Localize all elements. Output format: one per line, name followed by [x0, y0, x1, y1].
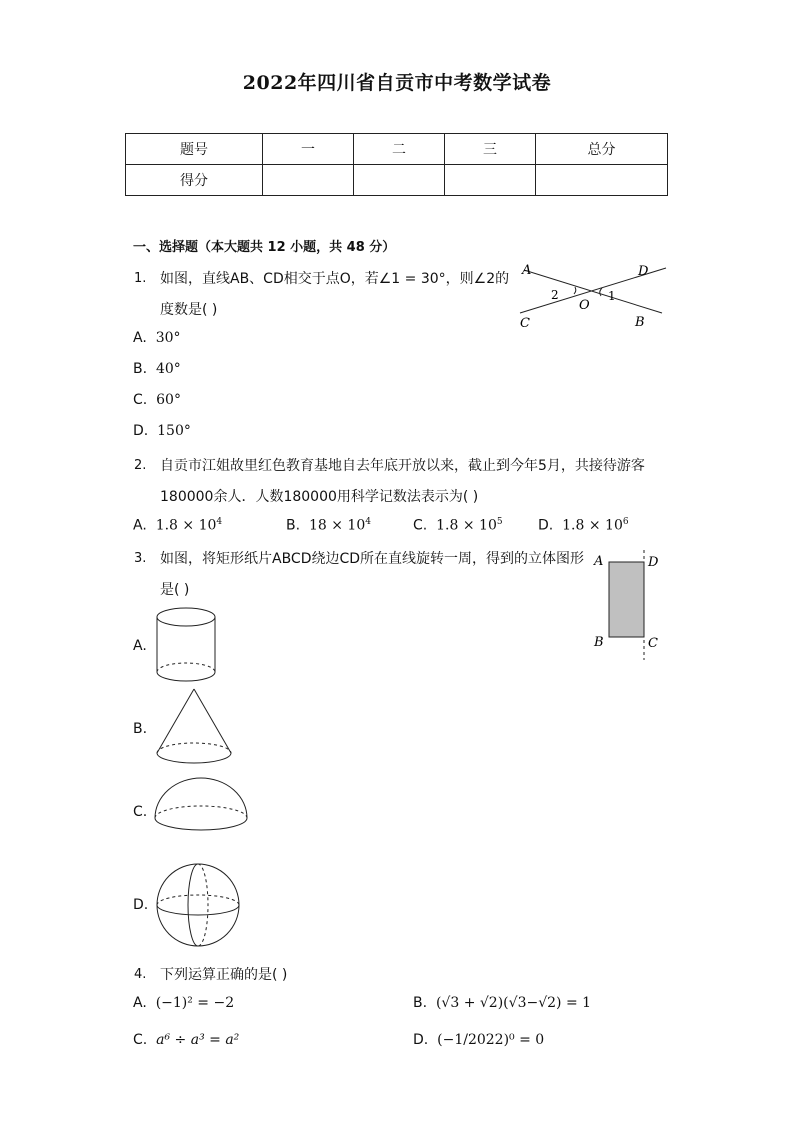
option-a — [133, 995, 234, 1011]
score-cell — [445, 165, 536, 196]
question-text: 自贡市江姐故里红色教育基地自去年底开放以来，截止到今年5月，共接待游客 — [160, 458, 645, 474]
score-cell — [354, 165, 445, 196]
question-number: 1. — [134, 271, 147, 286]
score-table-row — [126, 165, 668, 196]
score-table — [125, 133, 668, 196]
header-cell: 三 — [445, 134, 536, 165]
sphere-icon — [152, 860, 244, 950]
row-label: 得分 — [126, 165, 263, 196]
question-text: 是( ) — [160, 582, 190, 598]
option-text: a⁶ ÷ a³ = a² — [156, 1032, 240, 1048]
option-base: 1.8 × 10 — [155, 517, 217, 534]
option-label: A. — [133, 517, 147, 534]
option-text: 150° — [157, 423, 191, 439]
option-label: C. — [413, 517, 428, 534]
question-text: 度数是( ) — [160, 302, 218, 318]
cone-icon — [152, 686, 237, 768]
option-b — [286, 517, 371, 534]
cylinder-icon — [152, 604, 222, 686]
option-label: C. — [133, 1032, 148, 1048]
rectangle-abcd — [609, 562, 644, 637]
label-o: O — [579, 298, 590, 313]
header-cell: 二 — [354, 134, 445, 165]
intersecting-lines-figure — [512, 258, 672, 334]
label-b: B — [594, 635, 604, 650]
option-text: (−1/2022)⁰ = 0 — [437, 1032, 545, 1048]
option-exponent: 4 — [365, 517, 371, 527]
option-c — [133, 392, 181, 408]
option-text: 60° — [156, 392, 181, 408]
label-d: D — [648, 555, 659, 570]
label-c: C — [648, 636, 658, 651]
option-c — [133, 1032, 239, 1048]
option-base: 1.8 × 10 — [436, 517, 497, 534]
option-exponent: 5 — [496, 517, 503, 527]
option-a — [133, 330, 181, 346]
label-b: B — [635, 315, 645, 330]
angle1-arc — [600, 288, 602, 296]
option-text: 40° — [155, 361, 181, 377]
option-label: D. — [133, 423, 149, 439]
label-d: D — [638, 264, 649, 279]
option-text: 30° — [155, 330, 181, 346]
option-base: 1.8 × 10 — [562, 517, 623, 534]
option-text: (−1)² = −2 — [155, 995, 235, 1011]
option-label: A. — [133, 638, 147, 654]
angle2-arc — [574, 287, 576, 294]
option-base: 18 × 10 — [308, 517, 366, 534]
question-text: 如图，将矩形纸片ABCD绕边CD所在直线旋转一周，得到的立体图形 — [160, 551, 585, 567]
hemisphere-icon — [152, 775, 252, 845]
option-text: (√3 + √2)(√3−√2) = 1 — [435, 995, 592, 1011]
option-label: A. — [133, 330, 147, 346]
option-label: B. — [286, 517, 301, 534]
question-text: 180000余人．人数180000用科学记数法表示为( ) — [160, 489, 479, 505]
score-cell — [536, 165, 668, 196]
option-c — [413, 517, 503, 534]
header-cell: 题号 — [126, 134, 263, 165]
rectangle-rotation-figure — [590, 548, 670, 663]
option-label: C. — [133, 804, 148, 820]
label-a: A — [522, 263, 532, 278]
question-text: 如图，直线AB、CD相交于点O，若∠1 = 30°，则∠2的 — [160, 271, 510, 287]
option-label: D. — [538, 517, 554, 534]
option-exponent: 4 — [216, 517, 223, 527]
question-number: 3. — [134, 551, 147, 566]
option-a — [133, 517, 222, 534]
score-cell — [263, 165, 354, 196]
option-d — [133, 423, 191, 439]
header-cell: 总分 — [536, 134, 668, 165]
option-label: D. — [133, 897, 149, 913]
option-label: D. — [413, 1032, 429, 1048]
label-angle1: 1 — [608, 289, 616, 303]
option-b — [413, 995, 591, 1011]
label-c: C — [520, 316, 530, 331]
question-number: 4. — [134, 967, 147, 982]
section-heading: 一、选择题（本大题共 12 小题，共 48 分） — [133, 240, 396, 255]
option-label: B. — [413, 995, 428, 1011]
label-a: A — [594, 554, 604, 569]
question-number: 2. — [134, 458, 147, 473]
option-label: B. — [133, 361, 148, 377]
label-angle2: 2 — [551, 288, 559, 302]
option-d — [413, 1032, 544, 1048]
question-text: 下列运算正确的是( ) — [160, 967, 288, 983]
exam-title: 2022年四川省自贡市中考数学试卷 — [242, 72, 552, 94]
option-label: C. — [133, 392, 148, 408]
option-d — [538, 517, 629, 534]
header-cell: 一 — [263, 134, 354, 165]
score-table-header-row — [126, 134, 668, 165]
option-b — [133, 361, 181, 377]
option-exponent: 6 — [622, 517, 629, 527]
option-label: A. — [133, 995, 147, 1011]
option-label: B. — [133, 721, 148, 737]
